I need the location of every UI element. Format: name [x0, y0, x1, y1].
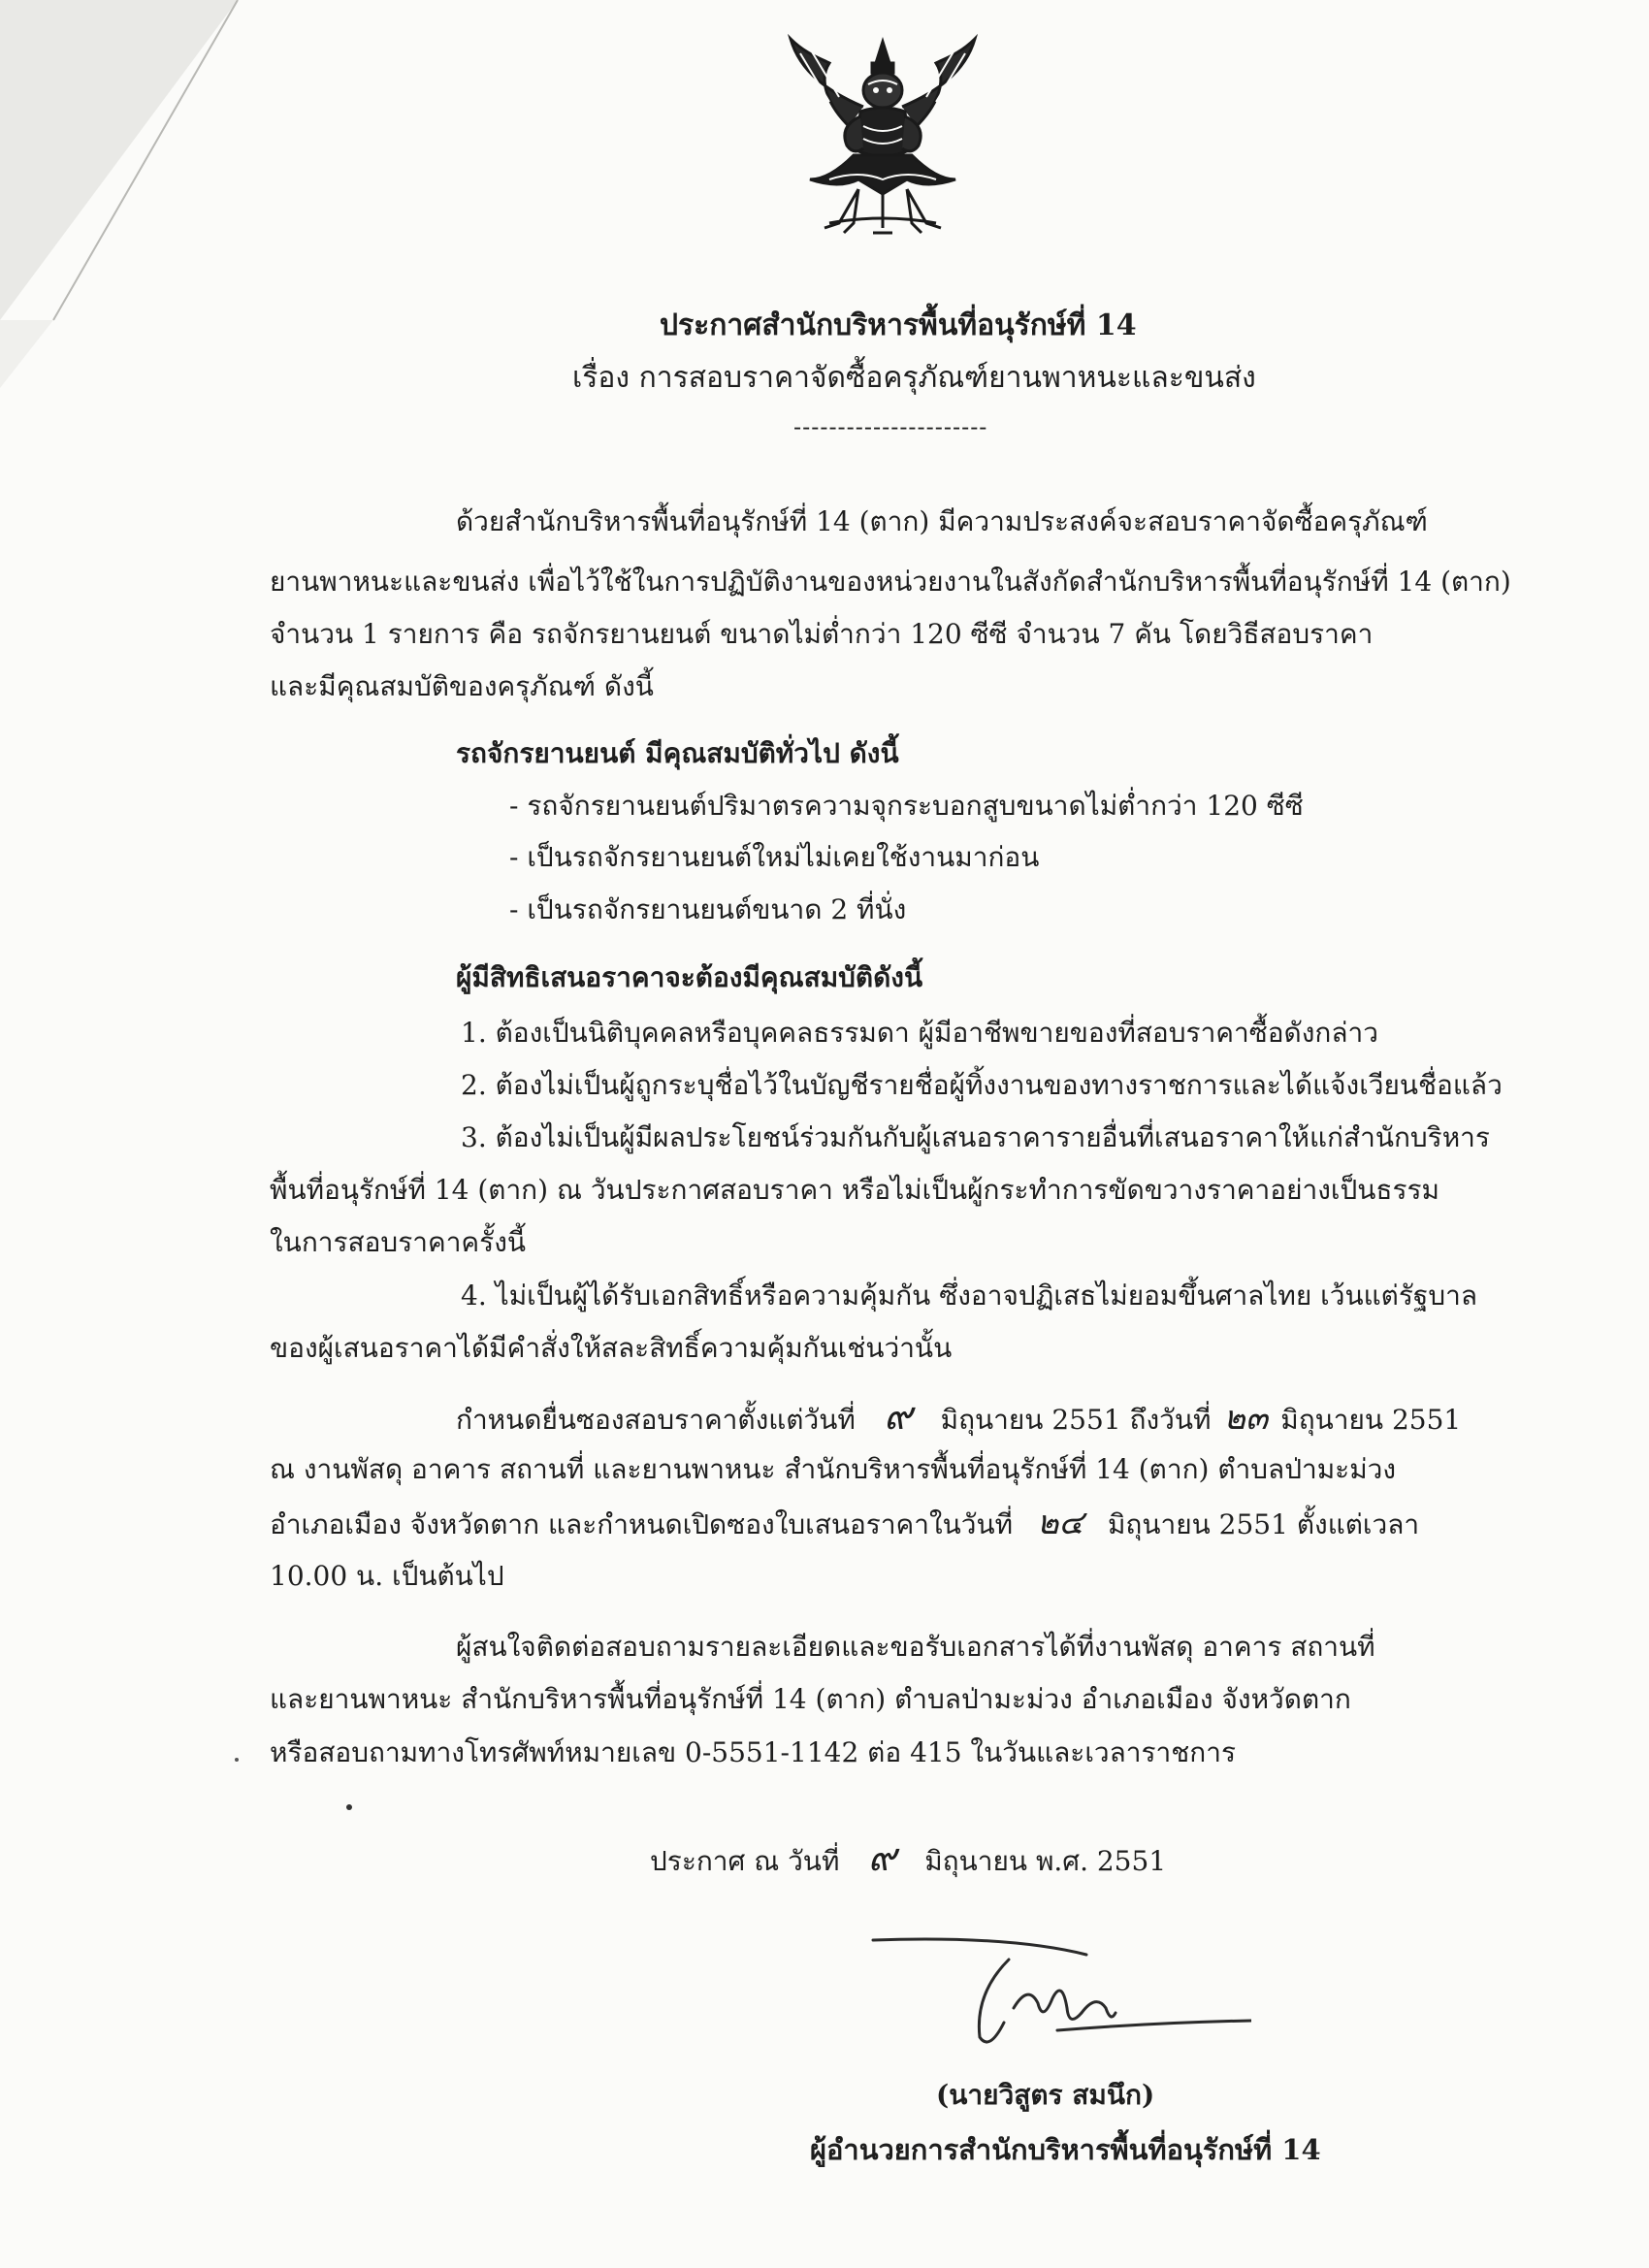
intro-line: ด้วยสำนักบริหารพื้นที่อนุรักษ์ที่ 14 (ตาก) มีความประสงค์จะสอบราคาจัดซื้อครุภัณฑ์ — [456, 505, 1428, 537]
bidder-heading: ผู้มีสิทธิเสนอราคาจะต้องมีคุณสมบัติดังนี้ — [456, 961, 923, 993]
schedule-line: ณ งานพัสดุ อาคาร สถานที่ และยานพาหนะ สำนักบริหารพื้นที่อนุรักษ์ที่ 14 (ตาก) ตำบลป่ามะม่วง — [270, 1453, 1397, 1485]
intro-line: จำนวน 1 รายการ คือ รถจักรยานยนต์ ขนาดไม่ต่ำกว่า 120 ซีซี จำนวน 7 คัน โดยวิธีสอบราคา — [270, 618, 1374, 650]
contact-line: ผู้สนใจติดต่อสอบถามรายละเอียดและขอรับเอกสารได้ที่งานพัสดุ อาคาร สถานที่ — [456, 1631, 1375, 1663]
contact-line: หรือสอบถามทางโทรศัพท์หมายเลข 0-5551-1142 ต่อ 415 ในวันและเวลาราชการ — [270, 1736, 1236, 1768]
bidder-item: ของผู้เสนอราคาได้มีคำสั่งให้สละสิทธิ์ความคุ้มกันเช่นว่านั้น — [270, 1332, 953, 1364]
bidder-item: 3. ต้องไม่เป็นผู้มีผลประโยชน์ร่วมกันกับผู้เสนอราคารายอื่นที่เสนอราคาให้แก่สำนักบริหาร — [461, 1121, 1490, 1153]
header-divider: ---------------------- — [793, 413, 988, 440]
schedule-line: 10.00 น. เป็นต้นไป — [270, 1560, 504, 1592]
spec-item: - เป็นรถจักรยานยนต์ขนาด 2 ที่นั่ง — [509, 893, 907, 925]
handwritten-date: ๙ — [884, 1394, 913, 1439]
spec-heading: รถจักรยานยนต์ มีคุณสมบัติทั่วไป ดังนี้ — [456, 737, 899, 769]
bidder-item: พื้นที่อนุรักษ์ที่ 14 (ตาก) ณ วันประกาศสอบราคา หรือไม่เป็นผู้กระทำการขัดขวางราคาอย่างเป็นธรรม — [270, 1174, 1439, 1206]
garuda-emblem-icon — [771, 34, 994, 243]
intro-line: และมีคุณสมบัติของครุภัณฑ์ ดังนี้ — [270, 670, 654, 702]
contact-line: และยานพาหนะ สำนักบริหารพื้นที่อนุรักษ์ที่ 14 (ตาก) ตำบลป่ามะม่วง อำเภอเมือง จังหวัดตาก — [270, 1683, 1351, 1715]
scan-speck — [346, 1804, 352, 1810]
signer-name: (นายวิสูตร สมนึก) — [936, 2079, 1155, 2111]
bidder-item: 2. ต้องไม่เป็นผู้ถูกระบุชื่อไว้ในบัญชีรายชื่อผู้ทิ้งงานของทางราชการและได้แจ้งเวียนชื่อแล้ว — [461, 1069, 1503, 1101]
handwritten-date: ๒๓ — [1223, 1399, 1269, 1438]
document-subject: เรื่อง การสอบราคาจัดซื้อครุภัณฑ์ยานพาหนะและขนส่ง — [572, 361, 1256, 395]
handwritten-date: ๙ — [867, 1835, 896, 1880]
spec-item: - เป็นรถจักรยานยนต์ใหม่ไม่เคยใช้งานมาก่อน — [509, 841, 1040, 873]
announce-date: ประกาศ ณ วันที่ ๙ มิถุนายน พ.ศ. 2551 — [650, 1835, 1167, 1880]
handwritten-date: ๒๔ — [1036, 1504, 1084, 1542]
handwritten-signature — [863, 1916, 1251, 2061]
document-title: ประกาศสำนักบริหารพื้นที่อนุรักษ์ที่ 14 — [660, 308, 1137, 342]
spec-item: - รถจักรยานยนต์ปริมาตรความจุกระบอกสูบขนาดไม่ต่ำกว่า 120 ซีซี — [509, 790, 1304, 822]
bidder-item: 1. ต้องเป็นนิติบุคคลหรือบุคคลธรรมดา ผู้มีอาชีพขายของที่สอบราคาซื้อดังกล่าว — [461, 1017, 1378, 1049]
schedule-line: อำเภอเมือง จังหวัดตาก และกำหนดเปิดซองใบเสนอราคาในวันที่ ๒๔ มิถุนายน 2551 ตั้งแต่เวลา — [270, 1504, 1420, 1542]
schedule-line: กำหนดยื่นซองสอบราคาตั้งแต่วันที่ ๙ มิถุนายน 2551 ถึงวันที่ ๒๓ มิถุนายน 2551 — [456, 1394, 1462, 1439]
intro-line: ยานพาหนะและขนส่ง เพื่อไว้ใช้ในการปฏิบัติงานของหน่วยงานในสังกัดสำนักบริหารพื้นที่อนุรักษ์ที่ 14 (ตาก) — [270, 566, 1511, 598]
bidder-item: 4. ไม่เป็นผู้ได้รับเอกสิทธิ์หรือความคุ้มกัน ซึ่งอาจปฏิเสธไม่ยอมขึ้นศาลไทย เว้นแต่รัฐบาล — [461, 1280, 1477, 1312]
signer-position: ผู้อำนวยการสำนักบริหารพื้นที่อนุรักษ์ที่ 14 — [810, 2133, 1321, 2166]
scan-speck — [235, 1758, 239, 1762]
bidder-item: ในการสอบราคาครั้งนี้ — [270, 1226, 527, 1258]
